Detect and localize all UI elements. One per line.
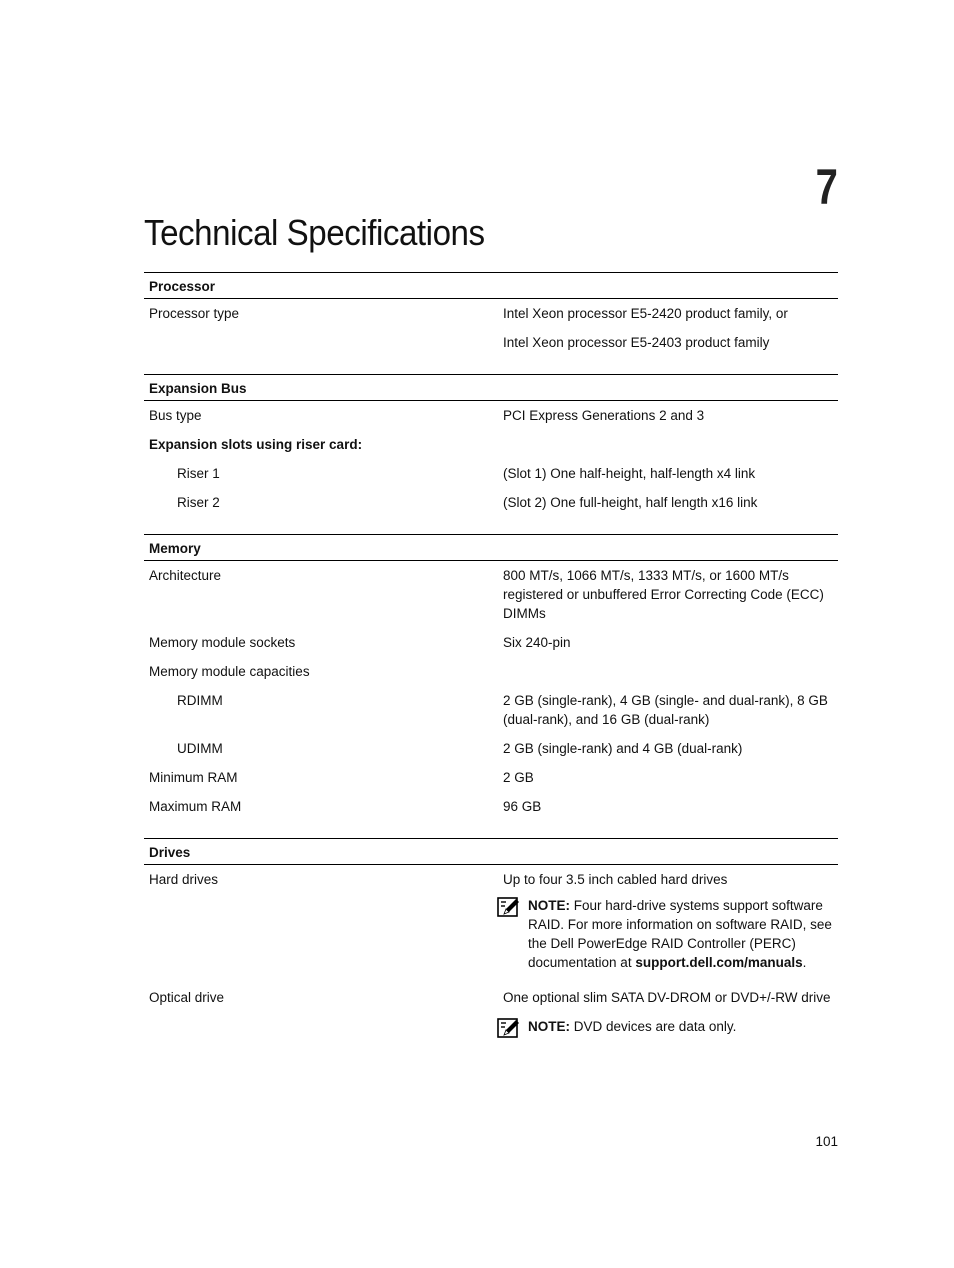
row-value (503, 870, 833, 972)
row-label: Minimum RAM (149, 770, 238, 785)
value-line: One optional slim SATA DV-DROM or DVD+/-RW drive (503, 990, 831, 1005)
row-label: Architecture (149, 568, 222, 583)
section-header-processor: Processor (144, 272, 838, 299)
row-label: Riser 2 (177, 495, 220, 510)
row-label: RDIMM (177, 693, 223, 708)
note-prefix: NOTE: (528, 1019, 570, 1034)
rdimm-row (144, 691, 838, 729)
section-header-expansion: Expansion Bus (144, 374, 838, 401)
row-label: Bus type (149, 408, 202, 423)
row-label: Hard drives (149, 872, 219, 887)
value-line: Up to four 3.5 inch cabled hard drives (503, 872, 728, 887)
riser1-row (144, 464, 838, 483)
chapter-number: 7 (815, 159, 838, 215)
row-value: Six 240-pin (503, 635, 571, 650)
row-label: Memory module capacities (149, 664, 310, 679)
processor-section (144, 272, 838, 352)
pencil-note-icon (497, 896, 528, 972)
page-title: Technical Specifications (144, 212, 485, 253)
row-label: Memory module sockets (149, 635, 296, 650)
row-label: Maximum RAM (149, 799, 242, 814)
section-header-drives: Drives (144, 838, 838, 865)
note-text (528, 896, 833, 972)
processor-type-row (144, 304, 838, 352)
spec-table (144, 272, 838, 1063)
drives-section (144, 838, 838, 1043)
row-label: Optical drive (149, 990, 225, 1005)
section-header-memory: Memory (144, 534, 838, 561)
capacities-row (144, 662, 838, 681)
note-prefix: NOTE: (528, 898, 570, 913)
row-value: 2 GB (single-rank), 4 GB (single- and dual-rank), 8 GB (dual-rank), and 16 GB (dual-rank) (503, 693, 828, 727)
row-label: UDIMM (177, 741, 223, 756)
row-value: (Slot 2) One full-height, half length x16 link (503, 495, 758, 510)
pencil-note-icon (497, 1017, 528, 1043)
hard-drives-row (144, 870, 838, 972)
note-text (528, 1017, 833, 1043)
row-value (503, 988, 833, 1043)
slots-subheading-row (144, 435, 838, 454)
row-value: 96 GB (503, 799, 542, 814)
udimm-row (144, 739, 838, 758)
value-line: Intel Xeon processor E5-2403 product family (503, 335, 770, 350)
min-ram-row (144, 768, 838, 787)
page-number: 101 (815, 1134, 838, 1149)
row-value: 2 GB (503, 770, 534, 785)
note-block (497, 1017, 833, 1043)
architecture-row (144, 566, 838, 623)
row-value: 800 MT/s, 1066 MT/s, 1333 MT/s, or 1600 MT/s registered or unbuffered Error Correcting Code (ECC) DIMMs (503, 568, 824, 621)
sockets-row (144, 633, 838, 652)
note-body: DVD devices are data only. (573, 1019, 737, 1034)
max-ram-row (144, 797, 838, 816)
note-end: . (802, 955, 807, 970)
note-body: Four hard-drive systems support software RAID. For more information on software RAID, see the Dell PowerEdge RAID Controller (PERC) documentation at (528, 898, 832, 970)
row-label: Expansion slots using riser card: (149, 437, 363, 452)
row-value (503, 304, 833, 352)
value-line: Intel Xeon processor E5-2420 product family, or (503, 306, 788, 321)
note-block (497, 896, 833, 972)
expansion-section (144, 374, 838, 512)
row-value: PCI Express Generations 2 and 3 (503, 408, 705, 423)
manuals-link[interactable]: support.dell.com/manuals (635, 955, 803, 970)
row-label: Processor type (149, 306, 240, 321)
row-label: Riser 1 (177, 466, 220, 481)
memory-section (144, 534, 838, 816)
bus-type-row (144, 406, 838, 425)
optical-drive-row (144, 988, 838, 1043)
riser2-row (144, 493, 838, 512)
row-value: (Slot 1) One half-height, half-length x4 link (503, 466, 756, 481)
row-value: 2 GB (single-rank) and 4 GB (dual-rank) (503, 741, 743, 756)
